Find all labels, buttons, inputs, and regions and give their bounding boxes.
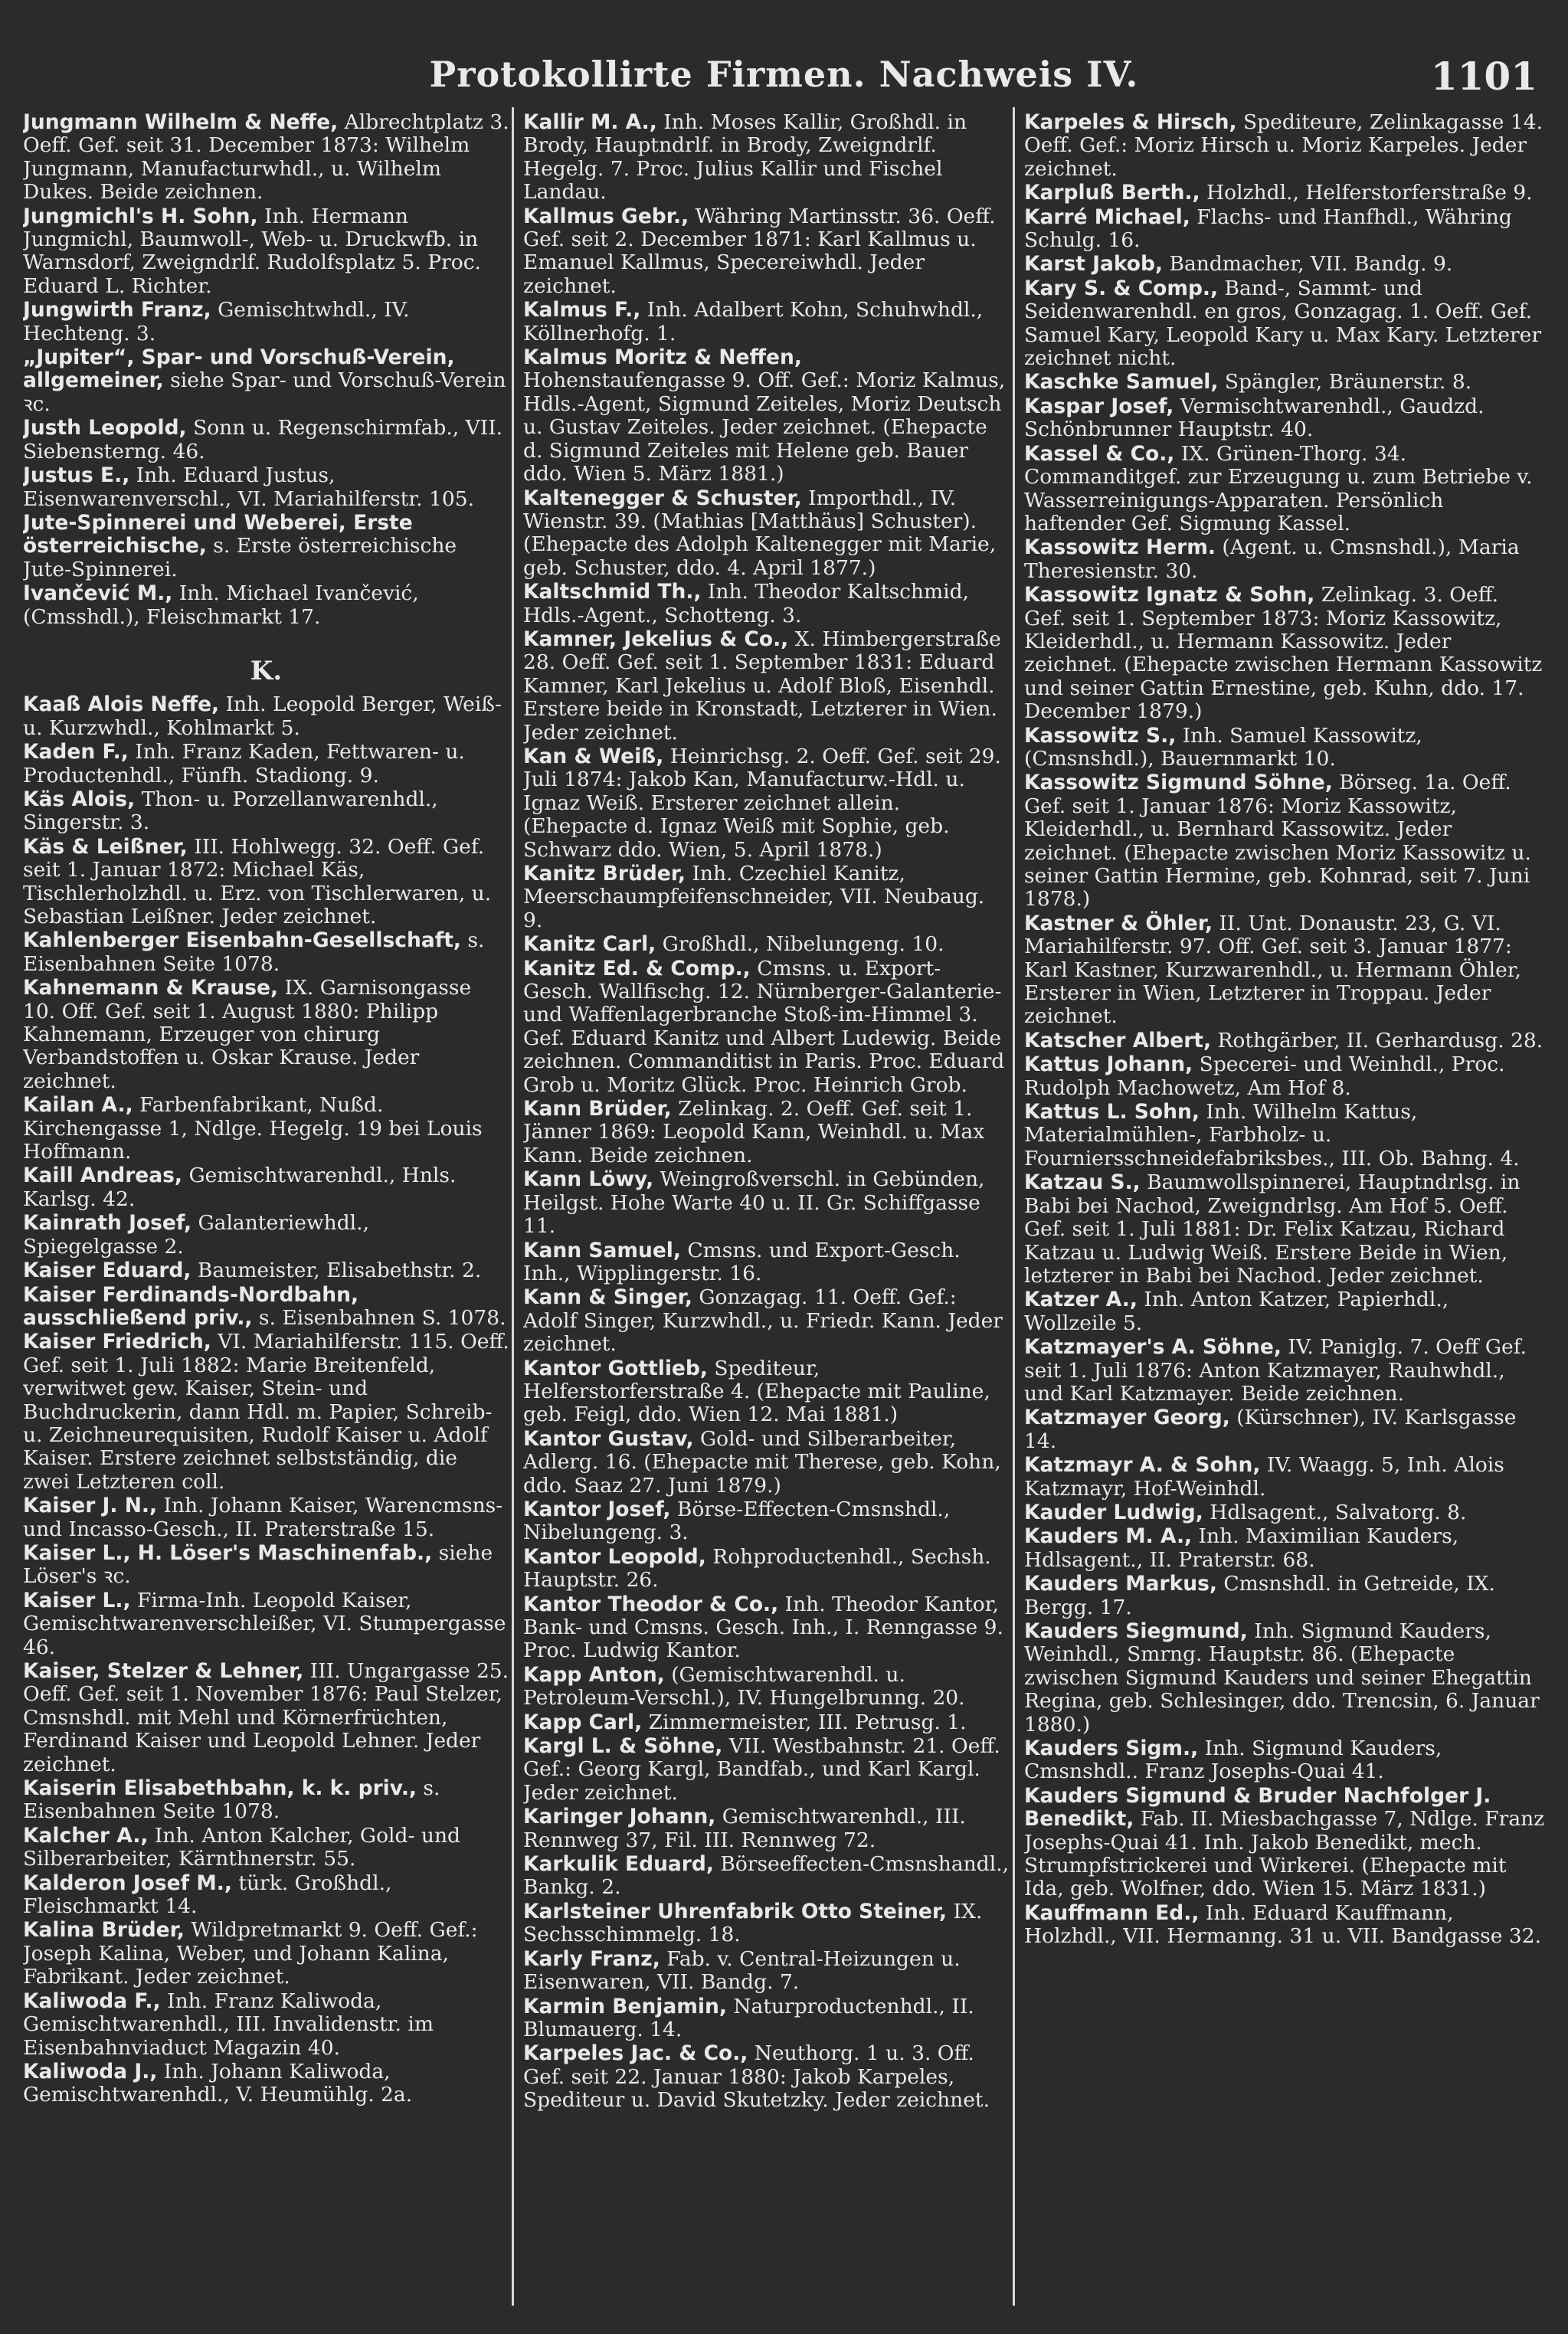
firm-name: Kaschke Samuel, — [1024, 370, 1219, 394]
firm-entry — [1024, 1785, 1545, 1901]
firm-details: Heinrichsg. 2. Oeff. Gef. seit 29. Juli 1874: Jakob Kan, Manufacturw.-Hdl. u. Ignaz Weiß. Ersterer zeichnet allein. (Ehepacte d. Ignaz Weiß mit Sophie, geb. Schwarz ddo. Wien, 5. April 1878.) — [523, 744, 1001, 862]
firm-details: s. Eisenbahnen S. 1078. — [258, 1305, 506, 1330]
firm-name: Kaiserin Elisabethbahn, k. k. priv., — [23, 1776, 417, 1801]
firm-name: Kaliwoda J., — [23, 2059, 158, 2084]
firm-details: Inh. Maximilian Kauders, Hdlsagent., II. Praterstr. 68. — [1024, 1524, 1459, 1572]
firm-name: Kallmus Gebr., — [523, 204, 689, 228]
firm-entry — [1024, 206, 1545, 253]
firm-name: Justus E., — [23, 463, 130, 488]
firm-details: Sonn u. Regenschirmfab., VII. Siebensterng. 46. — [23, 416, 503, 463]
firm-name: Kantor Leopold, — [523, 1544, 706, 1569]
firm-entry — [1024, 1525, 1545, 1572]
firm-details: Gemischtwhdl., IV. Hechteng. 3. — [23, 298, 410, 345]
firm-details: Zelinkag. 2. Oeff. Gef. seit 1. Jänner 1869: Leopold Kann, Weinhdl. u. Max Kann. Beide zeichnen. — [523, 1097, 985, 1167]
firm-entry — [523, 1168, 1010, 1238]
firm-details: s. Erste österreichische Jute-Spinnerei. — [23, 534, 457, 581]
firm-name: Kainrath Josef, — [23, 1211, 192, 1236]
firm-entry — [1024, 1171, 1545, 1288]
firm-name: Kaiser L., H. Löser's Maschinenfab., — [23, 1540, 433, 1565]
firm-entry — [1024, 182, 1545, 205]
firm-name: Karpeles Jac. & Co., — [523, 2041, 748, 2066]
firm-entry — [1024, 771, 1545, 911]
firm-entry — [23, 1094, 509, 1164]
firm-name: Kalcher A., — [23, 1823, 149, 1848]
firm-entry — [23, 582, 509, 629]
firm-entry — [23, 836, 509, 929]
firm-entry — [1024, 443, 1545, 536]
firm-name: Kann & Singer, — [523, 1285, 692, 1310]
firm-name: Kauders M. A., — [1024, 1524, 1193, 1549]
firm-entry — [23, 1919, 509, 1989]
firm-details: X. Himbergerstraße 28. Oeff. Gef. seit 1. September 1831: Eduard Kamner, Karl Jekelius u. Adolf Bloß, Eisenhdl. Erstere beide in Kronstadt, Letzterer in Wien. Jeder zeichnet. — [523, 627, 1001, 745]
firm-details: Inh. Anton Katzer, Papierhdl., Wollzeile 5. — [1024, 1288, 1449, 1335]
firm-details: IX. Grünen-Thorg. 34. Commanditgef. zur Erzeugung u. zum Betriebe v. Wasserreinigungs-Apparaten. Persönlich haftender Gef. Sigmung Kassel. — [1024, 441, 1533, 535]
firm-details: Farbenfabrikant, Nußd. Kirchengasse 1, Ndlge. Hegelg. 19 bei Louis Hoffmann. — [23, 1093, 483, 1164]
firm-entry — [23, 1494, 509, 1541]
firm-entry — [523, 1948, 1010, 1995]
firm-name: Kassel & Co., — [1024, 441, 1175, 466]
firm-name: Kassowitz Ignatz & Sohn, — [1024, 583, 1315, 607]
firm-details: Baumwollspinnerei, Hauptndrlsg. in Babi bei Nachod, Zweigndrlsg. Am Hof 5. Oeff. Gef. seit 1. Juli 1881: Dr. Felix Katzau, Richard Katzau u. Ludwig Weiß. Erstere Beide in Wien, letzterer in Babi bei Nachod. Jeder zeichnet. — [1024, 1170, 1521, 1288]
firm-entry — [23, 205, 509, 299]
firm-details: IX. Sechsschimmelg. 18. — [523, 1899, 983, 1947]
firm-details: Bandmacher, VII. Bandg. 9. — [1169, 252, 1453, 277]
firm-entry — [23, 788, 509, 835]
firm-details: Inh. Czechiel Kanitz, Meerschaumpfeifenschneider, VII. Neubaug. 9. — [523, 862, 985, 932]
firm-name: Kann Löwy, — [523, 1167, 654, 1192]
firm-name: Jungmichl's H. Sohn, — [23, 204, 258, 228]
firm-details: Inh. Leopold Berger, Weiß- u. Kurzwhdl., Kohlmarkt 5. — [23, 692, 502, 740]
firm-entry — [23, 1284, 509, 1331]
firm-entry — [23, 1164, 509, 1211]
firm-details: Inh. Sigmund Kauders, Weinhdl., Smrng. Hauptstr. 86. (Ehepacte zwischen Sigmund Kauders und seiner Ehegattin Regina, geb. Schlesinger, ddo. Trencsin, 6. Januar 1880.) — [1024, 1619, 1540, 1737]
firm-entry — [23, 512, 509, 581]
firm-name: Kauffmann Ed., — [1024, 1900, 1200, 1925]
firm-details: Gemischtwarenhdl., III. Rennweg 37, Fil. III. Rennweg 72. — [523, 1805, 966, 1852]
firm-details: Börse-Effecten-Cmsnshdl., Nibelungeng. 3. — [523, 1497, 951, 1545]
firm-name: Katzau S., — [1024, 1170, 1141, 1195]
firm-details: Holzhdl., Helferstorferstraße 9. — [1206, 181, 1533, 205]
firm-details: Inh. Johann Kaiser, Warencmsns- und Incasso-Gesch., II. Praterstraße 15. — [23, 1494, 503, 1541]
firm-details: Inh. Samuel Kassowitz, (Cmsnshdl.), Bauernmarkt 10. — [1024, 723, 1422, 771]
firm-entry — [523, 1805, 1010, 1852]
firm-details: Inh. Eduard Kauffmann, Holzhdl., VII. Hermanng. 31 u. VII. Bandgasse 32. — [1024, 1900, 1542, 1949]
firm-entry — [523, 581, 1010, 627]
firm-details: VI. Mariahilferstr. 115. Oeff. Gef. seit 1. Juli 1882: Marie Breitenfeld, verwitwet gew. Kaiser, Stein- und Buchdruckerin, dann Hdl. m. Papier, Schreib- u. Zeichneurequisiten, Rudolf Kaiser u. Adolf Kaiser. Erstere zeichnet selbstständig, die zwei Letzteren coll. — [23, 1330, 509, 1494]
firm-name: Justh Leopold, — [23, 416, 187, 440]
firm-details: s. Eisenbahnen Seite 1078. — [23, 928, 485, 976]
firm-entry — [523, 863, 1010, 932]
firm-name: Kahlenberger Eisenbahn-Gesellschaft, — [23, 928, 461, 953]
page-header — [0, 54, 1568, 107]
firm-entry — [1024, 371, 1545, 394]
firm-details: Importhdl., IV. Wienstr. 39. (Mathias [Matthäus] Schuster). (Ehepacte des Adolph Kaltenegger mit Marie, geb. Schuster, ddo. 4. April 1877.) — [523, 486, 997, 580]
firm-details: Spediteur, Helferstorferstraße 4. (Ehepacte mit Pauline, geb. Feigl, ddo. Wien 12. Mai 1881.) — [523, 1356, 990, 1427]
firm-entry — [523, 299, 1010, 345]
firm-entry — [23, 111, 509, 205]
firm-name: Kaden F., — [23, 740, 129, 764]
firm-name: Kaltschmid Th., — [523, 580, 702, 604]
firm-name: Kantor Josef, — [523, 1497, 671, 1521]
firm-name: Kauders Sigmund & Bruder Nachfolger J. Benedikt, — [1024, 1783, 1491, 1832]
firm-entry — [23, 417, 509, 463]
firm-name: Kassowitz Herm. — [1024, 535, 1216, 560]
firm-name: Ivančević M., — [23, 581, 173, 606]
firm-entry — [23, 929, 509, 976]
firm-entry — [523, 1711, 1010, 1734]
firm-details: Naturproductenhdl., II. Blumauerg. 14. — [523, 1994, 974, 2041]
firm-name: „Jupiter“, Spar- und Vorschuß-Verein, allgemeiner, — [23, 345, 455, 393]
firm-details: Spediteure, Zelinkagasse 14. Oeff. Gef.: Moriz Hirsch u. Moriz Karpeles. Jeder zeichnet. — [1024, 111, 1543, 181]
firm-entry — [23, 1990, 509, 2060]
firm-entry — [23, 1660, 509, 1776]
firm-name: Karkulik Eduard, — [523, 1852, 714, 1877]
firm-name: Katzmayer's A. Söhne, — [1024, 1335, 1282, 1360]
firm-details: Hdlsagent., Salvatorg. 8. — [1210, 1500, 1467, 1524]
firm-details: IX. Garnisongasse 10. Off. Gef. seit 1. August 1880: Philipp Kahnemann, Erzeuger von chirurg Verbandstoffen u. Oskar Krause. Jeder zeichnet. — [23, 976, 472, 1093]
firm-name: Jute-Spinnerei und Weberei, Erste österreichische, — [23, 510, 413, 558]
firm-details: Inh. Sigmund Kauders, Cmsnshdl.. Franz Josephs-Quai 41. — [1024, 1737, 1442, 1784]
firm-details: Zelinkag. 3. Oeff. Gef. seit 1. September 1873: Moriz Kassowitz, Kleiderhdl., u. Hermann Kassowitz. Jeder zeichnet. (Ehepacte zwischen Hermann Kassowitz und seiner Gattin Ernestine, geb. Kuhn, ddo. 17. December 1879.) — [1024, 583, 1543, 724]
firm-entry — [523, 745, 1010, 862]
firm-entry — [523, 205, 1010, 299]
firm-entry — [523, 1900, 1010, 1947]
firm-entry — [523, 933, 1010, 956]
firm-name: Kauders Markus, — [1024, 1572, 1217, 1596]
firm-details: Inh. Theodor Kantor, Bank- und Cmsns. Gesch. Inh., I. Renngasse 9. Proc. Ludwig Kantor. — [523, 1592, 1003, 1663]
firm-entry — [23, 1331, 509, 1494]
firm-name: Karly Franz, — [523, 1946, 660, 1971]
column-3 — [1024, 111, 1545, 2302]
firm-details: Vermischtwarenhdl., Gaudzd. Schönbrunner Hauptstr. 40. — [1024, 394, 1485, 442]
firm-details: Cmsns. u. Export-Gesch. Wallfischg. 12. Nürnberger-Galanterie- und Waffenlagerbranche Stoß-im-Himmel 3. Gef. Eduard Kanitz und Albert Ludewig. Beide zeichnen. Commanditist in Paris. Proc. Eduard Grob u. Moritz Glück. Proc. Heinrich Grob. — [523, 956, 1005, 1097]
firm-details: Börseg. 1a. Oeff. Gef. seit 1. Januar 1876: Moriz Kassowitz, Kleiderhdl., u. Bernhard Kassowitz. Jeder zeichnet. (Ehepacte zwischen Moriz Kassowitz u. seiner Gattin Hermine, geb. Kohnrad, seit 7. Juni 1878.) — [1024, 771, 1531, 912]
column-2 — [523, 111, 1010, 2302]
firm-entry — [1024, 111, 1545, 181]
firm-name: Kanitz Carl, — [523, 932, 656, 957]
firm-name: Kauders Siegmund, — [1024, 1619, 1248, 1643]
firm-entry — [1024, 277, 1545, 371]
firm-entry — [1024, 1573, 1545, 1619]
firm-name: Kaaß Alois Neffe, — [23, 692, 220, 717]
firm-name: Karpeles & Hirsch, — [1024, 111, 1237, 134]
firm-name: Kary S. & Comp., — [1024, 276, 1219, 300]
firm-entry — [23, 1825, 509, 1871]
firm-entry — [523, 628, 1010, 745]
firm-name: Kann Samuel, — [523, 1238, 681, 1262]
firm-entry — [1024, 1737, 1545, 1784]
firm-name: Karlsteiner Uhrenfabrik Otto Steiner, — [523, 1899, 948, 1923]
firm-entry — [23, 693, 509, 740]
firm-entry — [523, 1428, 1010, 1498]
firm-name: Kattus Johann, — [1024, 1052, 1193, 1077]
firm-name: Karmin Benjamin, — [523, 1994, 727, 2018]
firm-details: Gemischtwarenhdl., Hnls. Karlsg. 42. — [23, 1164, 457, 1211]
firm-details: Cmsnshdl. in Getreide, IX. Bergg. 17. — [1024, 1572, 1495, 1619]
firm-name: Kaiser J. N., — [23, 1494, 158, 1518]
firm-entry — [1024, 1501, 1545, 1524]
firm-details: Inh. Adalbert Kohn, Schuhwhdl., Köllnerhofg. 1. — [523, 298, 984, 345]
column-1 — [23, 111, 509, 2302]
firm-details: Fab. II. Miesbachgasse 7, Ndlge. Franz Josephs-Quai 41. Inh. Jakob Benedikt, mech. Strumpfstrickerei und Wirkerei. (Ehepacte mit Ida, geb. Wolfner, ddo. Wien 15. März 1831.) — [1024, 1807, 1545, 1901]
firm-name: Kalderon Josef M., — [23, 1871, 232, 1895]
firm-entry — [1024, 1902, 1545, 1949]
firm-name: Kamner, Jekelius & Co., — [523, 627, 789, 651]
firm-entry — [23, 1777, 509, 1824]
firm-details: Hohenstaufengasse 9. Off. Gef.: Moriz Kalmus, Hdls.-Agent, Sigmund Zeiteles, Moriz Deutsch u. Gustav Zeiteles. Jeder zeichnet. (Ehepacte d. Sigmund Zeiteles mit Helene geb. Bauer ddo. Wien 5. März 1881.) — [523, 368, 1006, 486]
firm-entry — [1024, 253, 1545, 276]
firm-details: Neuthorg. 1 u. 3. Off. Gef. seit 22. Januar 1880: Jakob Karpeles, Spediteur u. David Skutetzky. Jeder zeichnet. — [523, 2041, 990, 2113]
firm-entry — [23, 1212, 509, 1259]
firm-details: Galanteriewhdl., Spiegelgasse 2. — [23, 1211, 369, 1259]
firm-entry — [1024, 1620, 1545, 1737]
page-number: 1101 — [1430, 54, 1537, 99]
firm-entry — [1024, 1288, 1545, 1335]
firm-entry — [1024, 1406, 1545, 1453]
firm-details: Inh. Franz Kaden, Fettwaren- u. Productenhdl., Fünfh. Stadiong. 9. — [23, 740, 465, 787]
firm-details: Währing Martinsstr. 36. Oeff. Gef. seit 2. December 1871: Karl Kallmus u. Emanuel Kallmus, Specereiwhdl. Jeder zeichnet. — [523, 204, 996, 298]
firm-details: Inh. Wilhelm Kattus, Materialmühlen-, Farbholz- u. Fourniersschneidefabriksbes., III. Ob. Bahng. 4. — [1024, 1100, 1520, 1170]
firm-entry — [523, 1546, 1010, 1593]
firm-entry — [1024, 536, 1545, 583]
firm-details: (Gemischtwarenhdl. u. Petroleum-Verschl.), IV. Hungelbrunng. 20. — [523, 1662, 965, 1710]
firm-entry — [523, 1995, 1010, 2042]
firm-name: Kaiser Eduard, — [23, 1259, 191, 1283]
firm-name: Karré Michael, — [1024, 205, 1190, 229]
firm-name: Kanitz Brüder, — [523, 862, 686, 885]
firm-name: Kantor Theodor & Co., — [523, 1592, 779, 1616]
firm-name: Kaill Andreas, — [23, 1164, 183, 1188]
firm-details: Inh. Anton Kalcher, Gold- und Silberarbeiter, Kärnthnerstr. 55. — [23, 1823, 460, 1871]
firm-name: Kaspar Josef, — [1024, 394, 1174, 418]
firm-details: Zimmermeister, III. Petrusg. 1. — [648, 1710, 967, 1734]
firm-name: Jungwirth Franz, — [23, 298, 211, 322]
firm-details: Inh. Michael Ivančević, (Cmsshdl.), Fleischmarkt 17. — [23, 581, 419, 629]
firm-details: Cmsns. und Export-Gesch. Inh., Wipplingerstr. 16. — [523, 1238, 961, 1285]
firm-entry — [523, 1735, 1010, 1805]
firm-name: Kattus L. Sohn, — [1024, 1100, 1200, 1124]
firm-entry — [23, 977, 509, 1093]
firm-name: Kallir M. A., — [523, 111, 657, 134]
firm-details: Flachs- und Hanfhdl., Währing Schulg. 16. — [1024, 205, 1512, 253]
firm-entry — [523, 957, 1010, 1097]
firm-details: VII. Westbahnstr. 21. Oeff. Gef.: Georg Kargl, Bandfab., und Karl Kargl. Jeder zeichnet. — [523, 1734, 1000, 1805]
page-title: Protokollirte Firmen. Nachweis IV. — [429, 54, 1139, 95]
firm-details: III. Hohlwegg. 32. Oeff. Gef. seit 1. Januar 1872: Michael Käs, Tischlerholzhdl. u. Erz. von Tischlerwaren, u. Sebastian Leißner. Jeder zeichnet. — [23, 834, 492, 928]
firm-details: Firma-Inh. Leopold Kaiser, Gemischtwarenverschleißer, VI. Stumpergasse 46. — [23, 1588, 506, 1659]
firm-name: Kalmus Moritz & Neffen, — [523, 345, 802, 370]
firm-entry — [523, 2042, 1010, 2112]
firm-entry — [1024, 912, 1545, 1029]
firm-entry — [1024, 1454, 1545, 1501]
firm-name: Kaiser Friedrich, — [23, 1330, 211, 1354]
firm-name: Kastner & Öhler, — [1024, 911, 1213, 935]
firm-entry — [1024, 725, 1545, 771]
firm-name: Kaliwoda F., — [23, 1989, 161, 2013]
firm-details: Specerei- und Weinhdl., Proc. Rudolph Machowetz, Am Hof 8. — [1024, 1052, 1505, 1100]
firm-name: Katzmayer Georg, — [1024, 1406, 1230, 1430]
firm-name: Kauders Sigm., — [1024, 1737, 1199, 1761]
firm-name: Kan & Weiß, — [523, 744, 664, 768]
firm-name: Kauder Ludwig, — [1024, 1500, 1203, 1524]
firm-details: III. Ungargasse 25. Oeff. Gef. seit 1. November 1876: Paul Stelzer, Cmsnshdl. mit Mehl und Körnerfrüchten, Ferdinand Kaiser und Leopold Lehner. Jeder zeichnet. — [23, 1659, 509, 1776]
firm-name: Käs Alois, — [23, 787, 136, 811]
firm-name: Kaltenegger & Schuster, — [523, 486, 802, 510]
firm-entry — [23, 1259, 509, 1282]
firm-details: Gonzagag. 11. Oeff. Gef.: Adolf Singer, Kurzwhdl., u. Friedr. Kann. Jeder zeichnet. — [523, 1285, 1003, 1357]
firm-entry — [23, 1542, 509, 1589]
firm-entry — [23, 741, 509, 787]
firm-details: Albrechtplatz 3. Oeff. Gef. seit 31. December 1873: Wilhelm Jungmann, Manufacturwhdl., u. Wilhelm Dukes. Beide zeichnen. — [23, 111, 509, 205]
firm-name: Kanitz Ed. & Comp., — [523, 956, 751, 980]
firm-name: Katscher Albert, — [1024, 1028, 1212, 1052]
firm-entry — [523, 1239, 1010, 1286]
firm-details: Wildpretmarkt 9. Oeff. Gef.: Joseph Kalina, Weber, und Johann Kalina, Fabrikant. Jeder zeichnet. — [23, 1918, 478, 1989]
firm-details: Inh. Moses Kallir, Großhdl. in Brody, Hauptndrlf. in Brody, Zweigndrlf. Hegelg. 7. Proc. Julius Kallir und Fischel Landau. — [523, 111, 967, 205]
firm-name: Kassowitz S., — [1024, 723, 1177, 748]
firm-name: Kantor Gustav, — [523, 1426, 694, 1451]
firm-entry — [1024, 1030, 1545, 1052]
firm-details: IV. Waagg. 5, Inh. Alois Katzmayr, Hof-Weinhdl. — [1024, 1453, 1504, 1501]
column-divider — [1013, 107, 1015, 2306]
firm-name: Jungmann Wilhelm & Neffe, — [23, 111, 339, 134]
firm-details: IV. Paniglg. 7. Oeff Gef. seit 1. Juli 1876: Anton Katzmayer, Rauhwhdl., und Karl Katzmayer. Beide zeichnen. — [1024, 1335, 1527, 1406]
firm-details: Inh. Eduard Justus, Eisenwarenverschl., VI. Mariahilferstr. 105. — [23, 463, 475, 511]
firm-entry — [1024, 584, 1545, 723]
firm-name: Kapp Carl, — [523, 1710, 643, 1734]
firm-name: Kaiser, Stelzer & Lehner, — [23, 1659, 304, 1683]
firm-entry — [1024, 1101, 1545, 1170]
firm-entry — [523, 487, 1010, 581]
firm-details: Band-, Sammt- und Seidenwarenhdl. en gros, Gonzagag. 1. Oeff. Gef. Samuel Kary, Leopold Kary u. Max Kary. Letzterer zeichnet nicht. — [1024, 276, 1541, 371]
firm-name: Kalmus F., — [523, 298, 641, 322]
firm-details: Thon- u. Porzellanwarenhdl., Singerstr. 3. — [23, 787, 438, 835]
firm-name: Katzer A., — [1024, 1288, 1138, 1312]
firm-entry — [1024, 395, 1545, 442]
firm-name: Käs & Leißner, — [23, 834, 188, 859]
firm-entry — [23, 346, 509, 416]
firm-entry — [523, 1664, 1010, 1710]
firm-details: Inh. Johann Kaliwoda, Gemischtwarenhdl., V. Heumühlg. 2a. — [23, 2059, 413, 2107]
firm-name: Kailan A., — [23, 1093, 133, 1118]
firm-entry — [1024, 1053, 1545, 1100]
firm-entry — [523, 1286, 1010, 1356]
firm-name: Kargl L. & Söhne, — [523, 1734, 723, 1759]
firm-details: Inh. Franz Kaliwoda, Gemischtwarenhdl., III. Invalidenstr. im Eisenbahnviaduct Magazin 40. — [23, 1989, 434, 2060]
firm-entry — [523, 1853, 1010, 1900]
firm-name: Kann Brüder, — [523, 1097, 672, 1121]
column-divider — [512, 107, 514, 2306]
firm-entry — [523, 1098, 1010, 1167]
firm-details: s. Eisenbahnen Seite 1078. — [23, 1776, 440, 1824]
firm-details: Großhdl., Nibelungeng. 10. — [662, 932, 944, 957]
firm-entry — [23, 1589, 509, 1659]
firm-entry — [523, 346, 1010, 486]
firm-entry — [523, 1357, 1010, 1427]
firm-entry — [523, 1593, 1010, 1663]
firm-details: (Kürschner), IV. Karlsgasse 14. — [1024, 1406, 1517, 1453]
firm-entry — [1024, 1336, 1545, 1406]
firm-name: Kassowitz Sigmund Söhne, — [1024, 771, 1333, 795]
firm-details: Inh. Theodor Kaltschmid, Hdls.-Agent., Schotteng. 3. — [523, 580, 969, 627]
firm-name: Kapp Anton, — [523, 1662, 665, 1687]
firm-name: Kaiser Ferdinands-Nordbahn, ausschließend priv., — [23, 1282, 359, 1330]
firm-entry — [23, 1872, 509, 1919]
section-heading: K. — [250, 655, 283, 686]
firm-name: Karst Jakob, — [1024, 252, 1164, 277]
firm-details: II. Unt. Donaustr. 23, G. VI. Mariahilferstr. 97. Off. Gef. seit 3. Januar 1877: Karl Kastner, Kurzwarenhdl., u. Hermann Öhler, Ersterer in Wien, Letzterer in Troppau. Jeder zeichnet. — [1024, 911, 1521, 1029]
firm-details: siehe Löser's ꝛc. — [23, 1540, 493, 1589]
firm-entry — [523, 111, 1010, 205]
firm-details: türk. Großhdl., Fleischmarkt 14. — [23, 1871, 392, 1919]
firm-name: Kalina Brüder, — [23, 1918, 185, 1943]
firm-entry — [23, 299, 509, 345]
firm-name: Karpluß Berth., — [1024, 181, 1200, 205]
firm-name: Kaiser L., — [23, 1588, 131, 1612]
firm-details: Baumeister, Elisabethstr. 2. — [197, 1259, 482, 1283]
firm-entry — [23, 464, 509, 511]
firm-name: Karinger Johann, — [523, 1805, 716, 1829]
firm-details: Rothgärber, II. Gerhardusg. 28. — [1217, 1028, 1543, 1052]
firm-name: Katzmayr A. & Sohn, — [1024, 1453, 1261, 1478]
firm-details: Fab. v. Central-Heizungen u. Eisenwaren, VII. Bandg. 7. — [523, 1946, 961, 1995]
firm-details: Börseeffecten-Cmsnshandl., Bankg. 2. — [523, 1852, 1010, 1900]
firm-entry — [523, 1498, 1010, 1545]
firm-details: Weingroßverschl. in Gebünden, Heilgst. Hohe Warte 40 u. II. Gr. Schiffgasse 11. — [523, 1167, 985, 1239]
firm-entry — [23, 2061, 509, 2107]
firm-details: (Agent. u. Cmsnshdl.), Maria Theresienstr. 30. — [1024, 535, 1520, 583]
firm-details: Gold- und Silberarbeiter, Adlerg. 16. (Ehepacte mit Therese, geb. Kohn, ddo. Saaz 27. Juni 1879.) — [523, 1426, 1001, 1498]
firm-details: siehe Spar- und Vorschuß-Verein ꝛc. — [23, 368, 506, 416]
firm-name: Kahnemann & Krause, — [23, 976, 279, 1000]
firm-details: Inh. Hermann Jungmichl, Baumwoll-, Web- u. Druckwfb. in Warnsdorf, Zweigndrlf. Rudolfsplatz 5. Proc. Eduard L. Richter. — [23, 204, 481, 298]
firm-details: Rohproductenhdl., Sechsh. Hauptstr. 26. — [523, 1544, 991, 1593]
firm-details: Spängler, Bräunerstr. 8. — [1224, 370, 1472, 394]
firm-name: Kantor Gottlieb, — [523, 1356, 708, 1380]
